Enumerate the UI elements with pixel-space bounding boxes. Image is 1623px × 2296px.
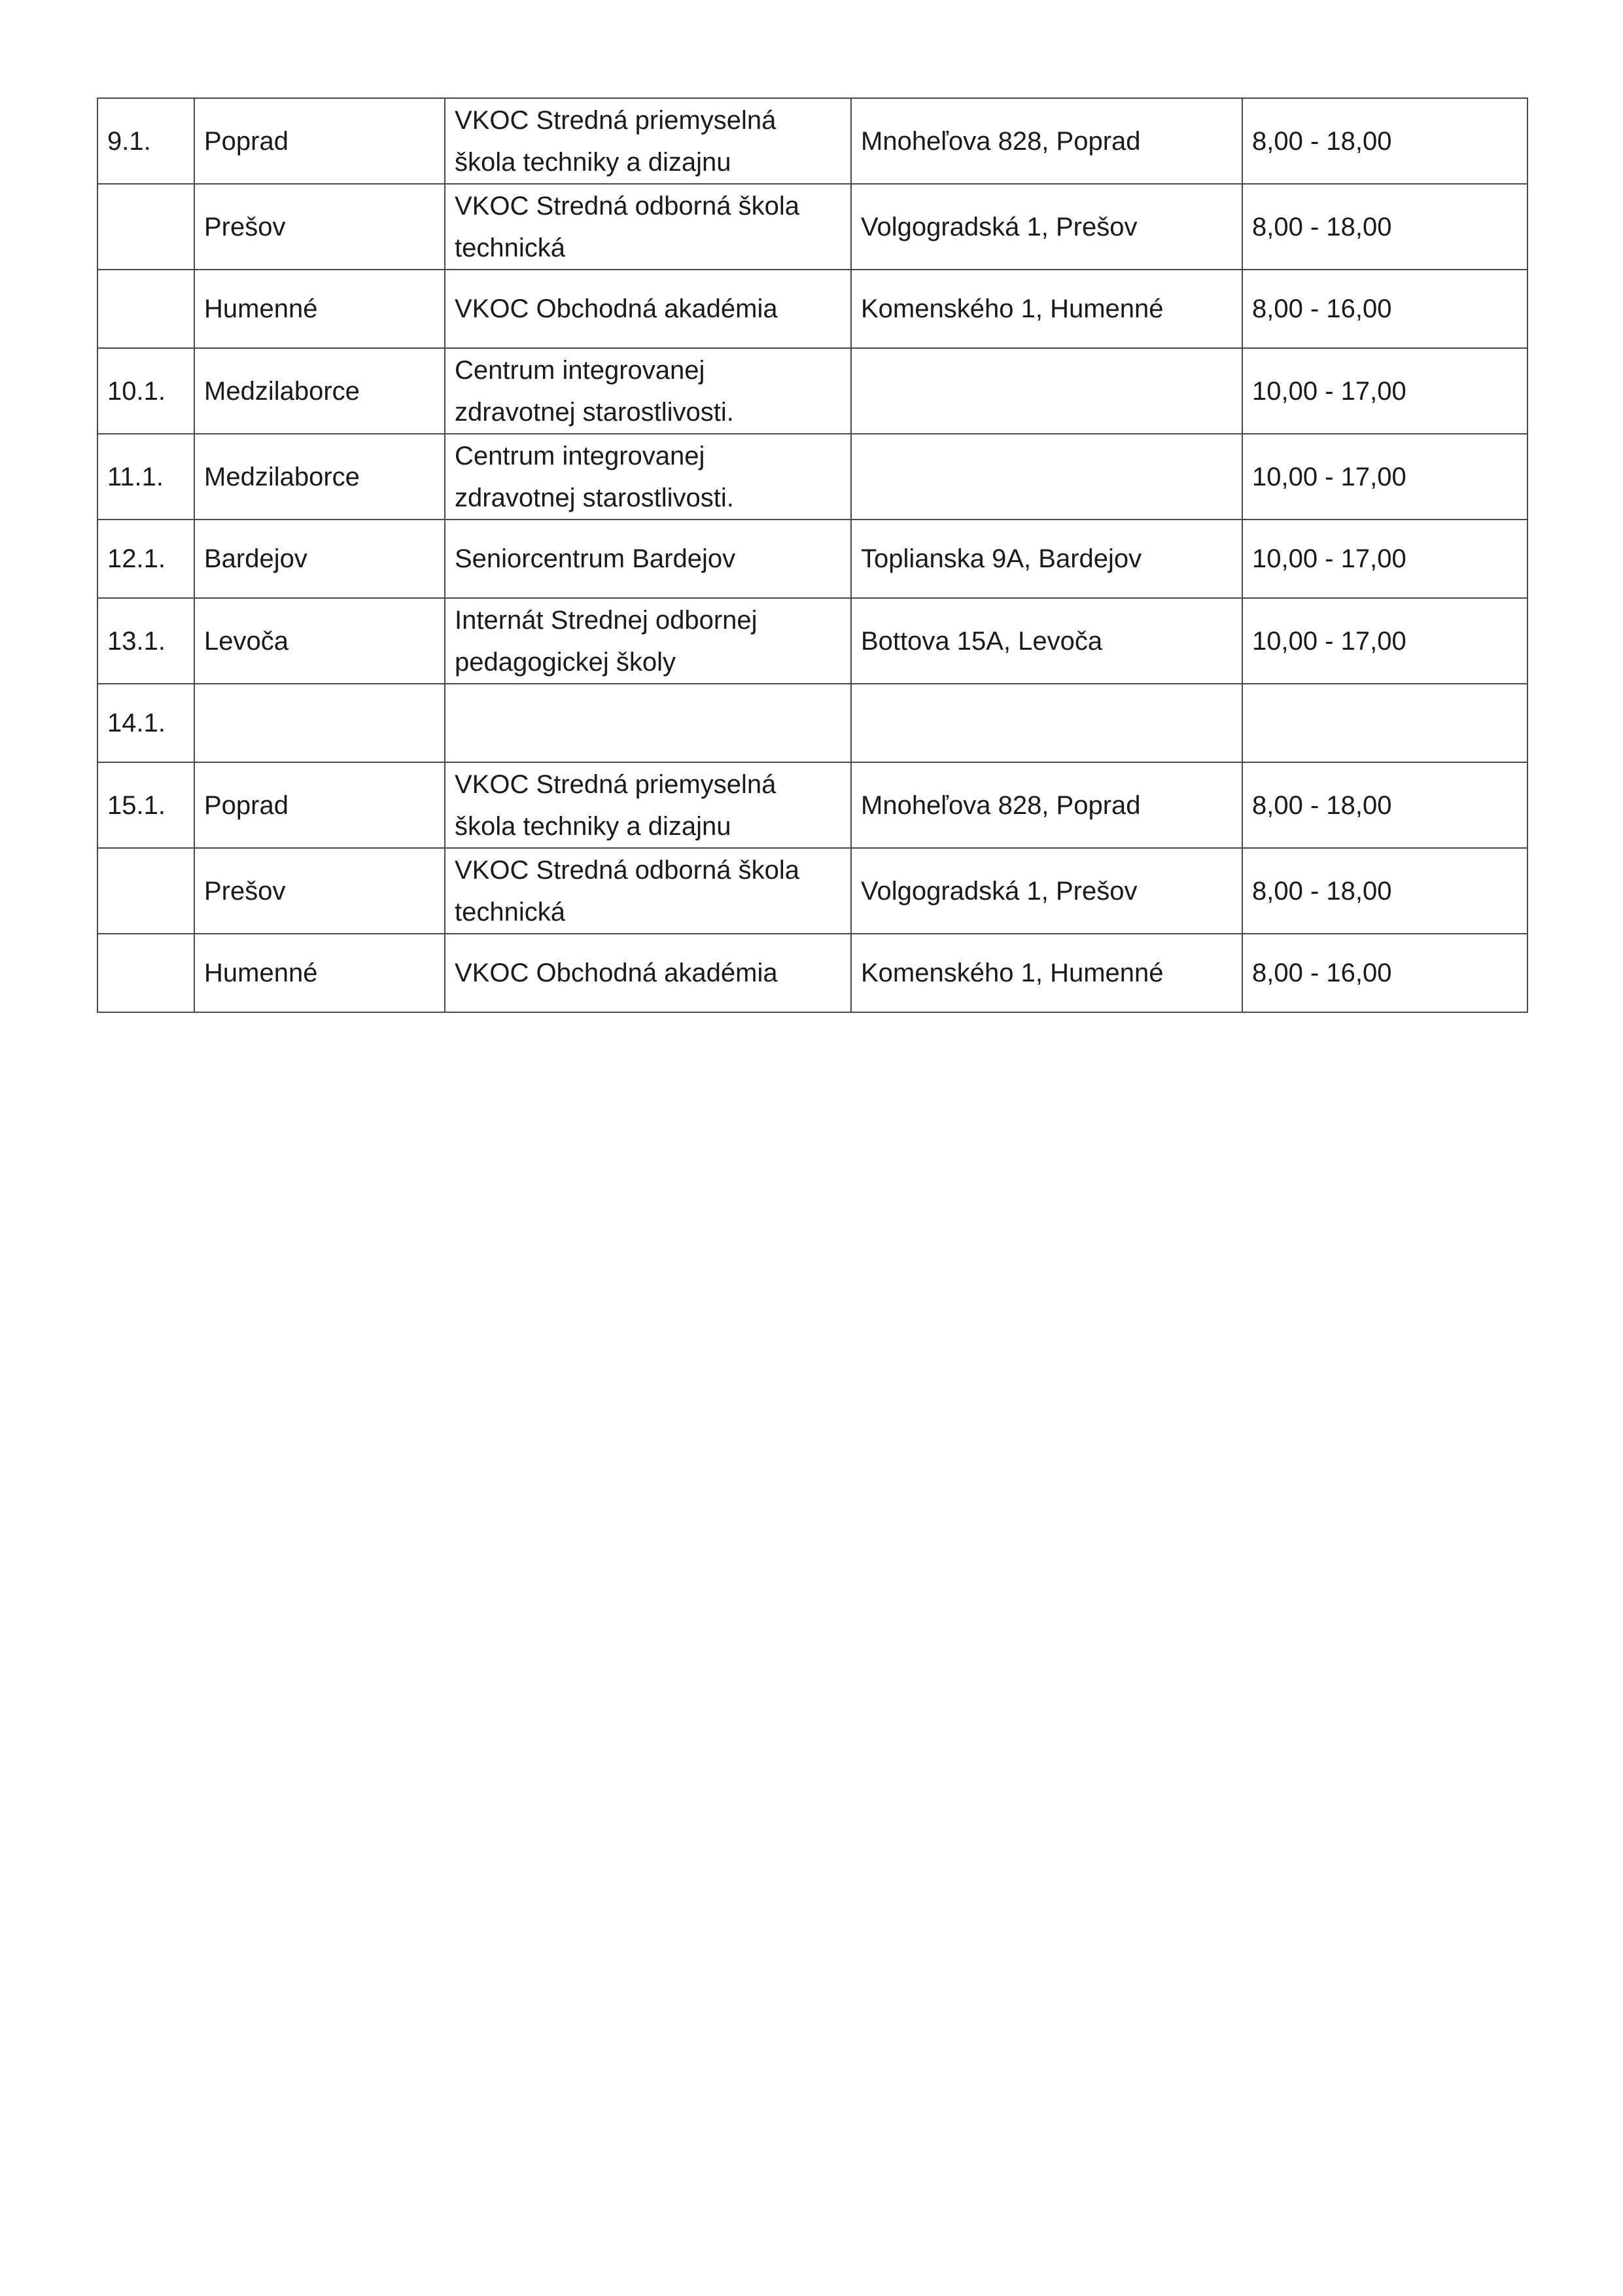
- table-row: [97, 184, 1527, 270]
- city-cell: Poprad: [194, 762, 445, 848]
- address-cell: [851, 684, 1242, 762]
- address-cell: Komenského 1, Humenné: [851, 270, 1242, 348]
- address-cell: Bottova 15A, Levoča: [851, 598, 1242, 684]
- venue-line: technická: [455, 897, 565, 927]
- address-cell: Komenského 1, Humenné: [851, 934, 1242, 1012]
- venue-line: Internát Strednej odbornej: [455, 605, 758, 635]
- venue-line: Seniorcentrum Bardejov: [455, 544, 736, 573]
- venue-line: technická: [455, 233, 565, 262]
- date-cell: 11.1.: [97, 434, 194, 520]
- venue-cell: [445, 270, 851, 348]
- city-cell: Bardejov: [194, 520, 445, 598]
- venue-cell: [445, 762, 851, 848]
- table-row: [97, 598, 1527, 684]
- city-cell: Levoča: [194, 598, 445, 684]
- time-cell: 10,00 - 17,00: [1242, 520, 1527, 598]
- date-cell: 10.1.: [97, 348, 194, 434]
- schedule-table: [97, 97, 1528, 1013]
- city-cell: Prešov: [194, 184, 445, 270]
- time-cell: 10,00 - 17,00: [1242, 348, 1527, 434]
- venue-cell: [445, 848, 851, 934]
- venue-cell: [445, 348, 851, 434]
- time-cell: [1242, 684, 1527, 762]
- address-cell: [851, 434, 1242, 520]
- city-cell: Prešov: [194, 848, 445, 934]
- date-cell: [97, 270, 194, 348]
- date-cell: 13.1.: [97, 598, 194, 684]
- venue-cell: [445, 934, 851, 1012]
- date-cell: [97, 848, 194, 934]
- date-cell: 9.1.: [97, 98, 194, 184]
- date-cell: 12.1.: [97, 520, 194, 598]
- table-row: [97, 434, 1527, 520]
- date-cell: 15.1.: [97, 762, 194, 848]
- time-cell: 8,00 - 16,00: [1242, 270, 1527, 348]
- venue-cell: [445, 434, 851, 520]
- venue-line: VKOC Stredná priemyselná: [455, 105, 777, 135]
- time-cell: 10,00 - 17,00: [1242, 434, 1527, 520]
- date-cell: [97, 184, 194, 270]
- venue-line: škola techniky a dizajnu: [455, 811, 731, 841]
- venue-line: VKOC Stredná priemyselná: [455, 769, 777, 799]
- venue-line: VKOC Obchodná akadémia: [455, 294, 778, 323]
- address-cell: Mnoheľova 828, Poprad: [851, 762, 1242, 848]
- venue-line: zdravotnej starostlivosti.: [455, 397, 734, 427]
- table-row: [97, 762, 1527, 848]
- venue-cell: [445, 98, 851, 184]
- address-cell: [851, 348, 1242, 434]
- table-row: [97, 270, 1527, 348]
- venue-line: Centrum integrovanej: [455, 441, 705, 470]
- time-cell: 10,00 - 17,00: [1242, 598, 1527, 684]
- address-cell: Volgogradská 1, Prešov: [851, 184, 1242, 270]
- venue-line: VKOC Stredná odborná škola: [455, 191, 799, 221]
- venue-cell: [445, 598, 851, 684]
- address-cell: Toplianska 9A, Bardejov: [851, 520, 1242, 598]
- time-cell: 8,00 - 16,00: [1242, 934, 1527, 1012]
- venue-cell: [445, 684, 851, 762]
- city-cell: Medzilaborce: [194, 434, 445, 520]
- time-cell: 8,00 - 18,00: [1242, 848, 1527, 934]
- table-row: [97, 848, 1527, 934]
- time-cell: 8,00 - 18,00: [1242, 762, 1527, 848]
- city-cell: Humenné: [194, 934, 445, 1012]
- date-cell: [97, 934, 194, 1012]
- venue-line: pedagogickej školy: [455, 647, 676, 677]
- city-cell: Poprad: [194, 98, 445, 184]
- venue-line: VKOC Stredná odborná škola: [455, 855, 799, 885]
- venue-cell: [445, 520, 851, 598]
- date-cell: 14.1.: [97, 684, 194, 762]
- city-cell: [194, 684, 445, 762]
- venue-cell: [445, 184, 851, 270]
- venue-line: VKOC Obchodná akadémia: [455, 959, 778, 987]
- table-row: [97, 934, 1527, 1012]
- table-row: [97, 98, 1527, 184]
- table-row: [97, 684, 1527, 762]
- city-cell: Medzilaborce: [194, 348, 445, 434]
- venue-line: zdravotnej starostlivosti.: [455, 483, 734, 512]
- time-cell: 8,00 - 18,00: [1242, 184, 1527, 270]
- venue-line: Centrum integrovanej: [455, 355, 705, 385]
- city-cell: Humenné: [194, 270, 445, 348]
- venue-line: škola techniky a dizajnu: [455, 147, 731, 177]
- address-cell: Volgogradská 1, Prešov: [851, 848, 1242, 934]
- time-cell: 8,00 - 18,00: [1242, 98, 1527, 184]
- table-row: [97, 520, 1527, 598]
- address-cell: Mnoheľova 828, Poprad: [851, 98, 1242, 184]
- table-row: [97, 348, 1527, 434]
